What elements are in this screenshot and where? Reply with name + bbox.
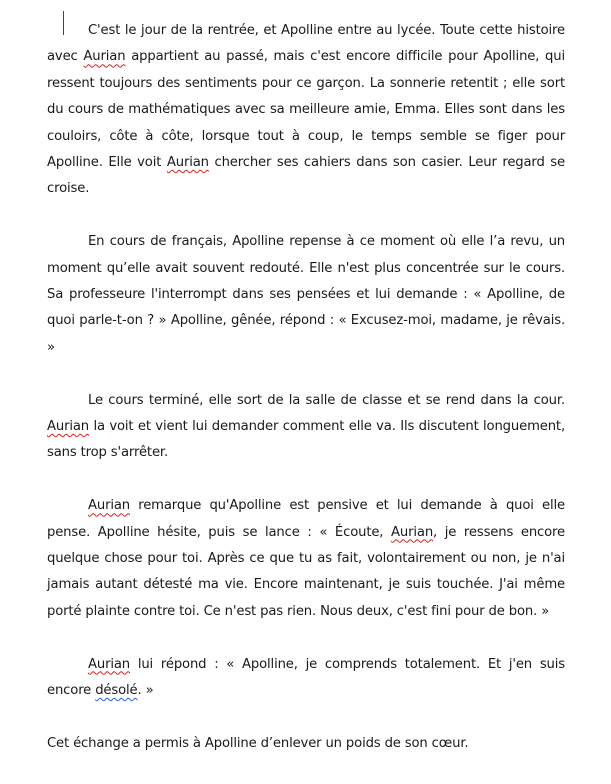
spelling-error-word[interactable]: Aurian [83,49,126,65]
text-run: chercher ses cahiers dans son casier. Leur regard se croise. [47,155,565,197]
text-run: En cours de français, Apolline repense à ce moment où elle l’a revu, un moment qu’elle avait souvent redouté. Elle n'est plus concentrée sur le cours. Sa professeure l'interrompt dans ses pensées et lui demande : « Apolline, de quoi parle-t-on ? » Apolline, gênée, répond : « Excusez-moi, madame, je rêvais. » [47,234,565,355]
paragraph-4[interactable] [47,493,565,625]
grammar-flag-word[interactable]: désolé [95,683,138,699]
text-run: . » [137,683,154,699]
paragraph-2[interactable] [47,229,565,361]
text-run: Le cours terminé, elle sort de la salle de classe et se rend dans la cour. [88,392,565,408]
text-run: C'est le jour de la rentrée, et Apolline entre au lycée. Toute cette histoire avec [47,23,565,65]
paragraph-5[interactable] [47,652,565,705]
spelling-error-word[interactable]: Aurian [88,498,131,514]
paragraph-3[interactable] [47,388,565,467]
paragraph-6[interactable] [47,731,565,757]
document-body[interactable] [47,18,565,784]
spelling-error-word[interactable]: Aurian [391,524,434,540]
paragraph-1[interactable] [47,18,565,203]
text-run: lui répond : « Apolline, je comprends totalement. Et j'en suis encore [47,656,565,699]
text-run: Cet échange a permis à Apolline d’enlever un poids de son cœur. [47,735,469,751]
spelling-error-word[interactable]: Aurian [166,155,209,171]
text-run: la voit et vient lui demander comment elle va. Ils discutent longuement, sans trop s'arrêter. [47,419,565,461]
text-run: , je ressens encore quelque chose pour toi. Après ce que tu as fait, volontairement ou non, je n'ai jamais autant détesté ma vie. Encore maintenant, je suis touchée. J'ai même porté plainte contre toi. Ce n'est pas rien. Nous deux, c'est fini pour de bon. » [47,524,565,619]
spelling-error-word[interactable]: Aurian [47,419,90,435]
text-run: appartient au passé, mais c'est encore difficile pour Apolline, qui ressent toujours des sentiments pour ce garçon. La sonnerie retentit ; elle sort du cours de mathématiques avec sa meilleure amie, Emma. Elles sont dans les couloirs, côte à côte, lorsque tout à coup, le temps semble se figer pour Apolline. Elle voit [47,49,565,171]
spelling-error-word[interactable]: Aurian [88,656,131,672]
text-run: remarque qu'Apolline est pensive et lui demande à quoi elle pense. Apolline hésite, puis se lance : « Écoute, [47,498,565,540]
